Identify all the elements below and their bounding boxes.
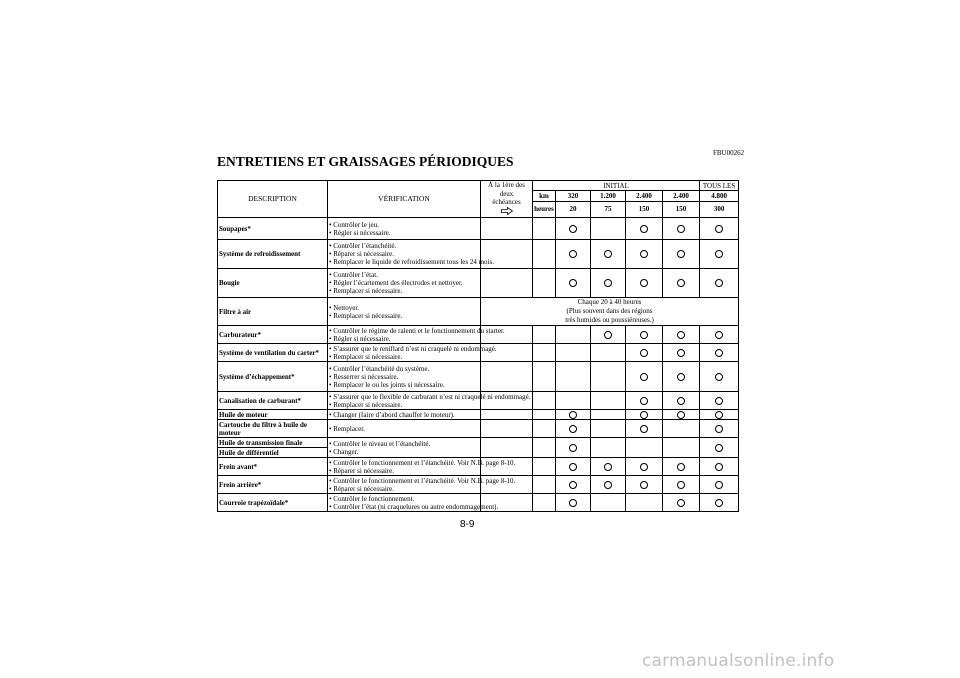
header-verification: VÉRIFICATION <box>328 181 481 218</box>
interval-cell <box>626 269 663 298</box>
interval-cell <box>591 362 626 392</box>
check-circle-icon <box>715 373 723 381</box>
row-verification <box>328 410 481 420</box>
row-verification <box>328 298 481 326</box>
interval-cell <box>591 344 626 362</box>
bullet: • <box>329 334 334 343</box>
interval-cell <box>591 269 626 298</box>
bullet: • <box>329 228 334 237</box>
check-circle-icon <box>715 499 723 507</box>
verification-item <box>329 287 479 295</box>
verification-item <box>329 250 479 258</box>
verification-text: Contrôler le fonctionnement et l’étanchéité. Voir N.B. page 8-10. <box>333 458 516 467</box>
row-verification <box>328 438 481 458</box>
row-description: Courroie trapézoïdale* <box>218 494 328 512</box>
header-every-label: TOUS LES <box>702 181 736 190</box>
bullet: • <box>329 484 334 493</box>
verification-text: Remplacer le ou les joints si nécessaire. <box>333 380 445 389</box>
unit-spacer-cell <box>533 240 556 269</box>
check-circle-icon <box>569 279 577 287</box>
header-every <box>700 181 739 191</box>
interval-cell <box>626 458 663 476</box>
row-description: Soupapes* <box>218 218 328 240</box>
interval-cell <box>556 269 591 298</box>
bullet: • <box>329 400 334 409</box>
check-circle-icon <box>569 481 577 489</box>
table-row <box>218 362 739 392</box>
table-row <box>218 494 739 512</box>
interval-cell <box>591 392 626 410</box>
row-description: Frein avant* <box>218 458 328 476</box>
interval-cell <box>626 420 663 438</box>
row-description: Huile de moteur <box>218 410 328 420</box>
verification-item <box>329 271 479 279</box>
interval-cell <box>663 269 700 298</box>
first-due-cell <box>481 410 533 420</box>
interval-cell <box>626 438 663 458</box>
check-circle-icon <box>569 250 577 258</box>
check-circle-icon <box>715 411 723 419</box>
row-description: Carburateur* <box>218 326 328 344</box>
check-circle-icon <box>640 279 648 287</box>
check-circle-icon <box>715 481 723 489</box>
interval-cell <box>700 362 739 392</box>
check-circle-icon <box>677 349 685 357</box>
hours-value: 150 <box>626 201 663 217</box>
check-circle-icon <box>640 250 648 258</box>
check-circle-icon <box>677 463 685 471</box>
check-circle-icon <box>604 279 612 287</box>
hours-value: 150 <box>663 201 700 217</box>
row-verification <box>328 326 505 344</box>
row-verification <box>328 344 497 362</box>
bullet: • <box>329 410 334 419</box>
bullet: • <box>329 458 334 467</box>
unit-spacer-cell <box>533 344 556 362</box>
interval-note-line: très humides ou poussiéreuses.) <box>565 316 654 324</box>
table-row <box>218 458 739 476</box>
km-value: 2.400 <box>663 191 700 201</box>
bullet: • <box>329 380 334 389</box>
verification-text: Remplacer si nécessaire. <box>333 311 403 320</box>
interval-cell <box>556 392 591 410</box>
row-verification <box>328 392 531 410</box>
check-circle-icon <box>677 411 685 419</box>
row-verification <box>328 240 494 269</box>
verification-item <box>329 365 479 373</box>
hours-value: 300 <box>700 201 739 217</box>
first-due-cell <box>481 218 533 240</box>
interval-cell <box>556 326 591 344</box>
interval-cell <box>591 326 626 344</box>
table-row <box>218 410 739 420</box>
check-circle-icon <box>640 397 648 405</box>
km-value: 320 <box>556 191 591 201</box>
bullet: • <box>329 372 334 381</box>
unit-spacer-cell <box>533 476 556 494</box>
check-circle-icon <box>604 250 612 258</box>
bullet: • <box>329 258 334 266</box>
page-title: ENTRETIENS ET GRAISSAGES PÉRIODIQUES <box>217 154 514 169</box>
verification-item <box>329 344 497 353</box>
interval-cell <box>626 392 663 410</box>
verification-text: Contrôler l’étanchéité du système. <box>333 364 430 373</box>
interval-cell <box>663 420 700 438</box>
check-circle-icon <box>677 250 685 258</box>
page-number: 8-9 <box>460 519 475 530</box>
check-circle-icon <box>569 499 577 507</box>
row-description: Huile de transmission finale <box>218 438 328 448</box>
unit-spacer-cell <box>533 494 556 512</box>
interval-cell <box>591 420 626 438</box>
bullet: • <box>329 271 334 279</box>
interval-cell <box>700 218 739 240</box>
interval-cell <box>700 240 739 269</box>
verification-item <box>329 242 479 250</box>
verification-text: Contrôler le fonctionnement et l’étanchéité. Voir N.B. page 8-10. <box>333 476 516 485</box>
interval-cell <box>591 494 626 512</box>
check-circle-icon <box>677 373 685 381</box>
bullet: • <box>329 326 334 335</box>
row-description: Cartouche du filtre à huile de moteur <box>218 420 328 438</box>
bullet: • <box>329 311 334 320</box>
interval-cell <box>663 438 700 458</box>
check-circle-icon <box>569 463 577 471</box>
verification-text: Contrôler le fonctionnement. <box>333 494 415 503</box>
unit-spacer-cell <box>533 410 556 420</box>
unit-spacer-cell <box>533 326 556 344</box>
interval-cell <box>556 438 591 458</box>
check-circle-icon <box>640 349 648 357</box>
interval-cell <box>556 458 591 476</box>
check-circle-icon <box>640 481 648 489</box>
interval-cell <box>591 240 626 269</box>
verification-text: Nettoyer. <box>333 303 360 312</box>
verification-item <box>329 502 499 511</box>
check-circle-icon <box>569 425 577 433</box>
check-circle-icon <box>715 425 723 433</box>
check-circle-icon <box>715 349 723 357</box>
row-verification <box>328 458 516 476</box>
interval-cell <box>591 458 626 476</box>
interval-cell <box>626 476 663 494</box>
bullet: • <box>329 439 334 448</box>
check-circle-icon <box>715 463 723 471</box>
interval-cell <box>591 438 626 458</box>
table-row <box>218 344 739 362</box>
check-circle-icon <box>677 225 685 233</box>
bullet: • <box>329 447 334 456</box>
km-value: 1.200 <box>591 191 626 201</box>
interval-cell <box>591 410 626 420</box>
interval-note-line: (Plus souvent dans des régions <box>566 307 653 315</box>
verification-item <box>329 411 479 419</box>
check-circle-icon <box>715 250 723 258</box>
verification-text: Contrôler le régime de ralenti et le fonctionnement du starter. <box>333 326 505 335</box>
km-value: 2.400 <box>626 191 663 201</box>
verification-text: Contrôler l’étanchéité. <box>333 242 397 250</box>
verification-text: Réparer si nécessaire. <box>333 484 395 493</box>
unit-spacer-cell <box>533 458 556 476</box>
verification-item <box>329 381 479 389</box>
verification-text: Régler si nécessaire. <box>333 334 391 343</box>
check-circle-icon <box>715 397 723 405</box>
verification-text: Remplacer. <box>333 424 365 433</box>
header-initial: INITIAL <box>533 181 700 191</box>
check-circle-icon <box>604 331 612 339</box>
bullet: • <box>329 494 334 503</box>
check-circle-icon <box>640 373 648 381</box>
verification-text: Resserrer si nécessaire. <box>333 372 399 381</box>
hours-value: 75 <box>591 201 626 217</box>
verification-item <box>329 229 479 237</box>
unit-spacer-cell <box>533 420 556 438</box>
table-row <box>218 438 739 448</box>
interval-cell <box>700 392 739 410</box>
row-description: Système de ventilation du carter* <box>218 344 328 362</box>
verification-item <box>329 476 516 485</box>
check-circle-icon <box>640 331 648 339</box>
interval-cell <box>556 410 591 420</box>
row-verification <box>328 476 516 494</box>
interval-cell <box>700 476 739 494</box>
verification-item <box>329 279 479 287</box>
hours-value: 20 <box>556 201 591 217</box>
check-circle-icon <box>569 225 577 233</box>
verification-item <box>329 392 531 401</box>
check-circle-icon <box>715 225 723 233</box>
interval-note <box>481 298 739 326</box>
verification-text: Remplacer le liquide de refroidissement tous les 24 mois. <box>333 258 494 266</box>
interval-cell <box>663 476 700 494</box>
verification-item <box>329 312 479 320</box>
maintenance-table-body <box>218 218 739 512</box>
verification-item <box>329 448 479 456</box>
interval-cell <box>626 362 663 392</box>
check-circle-icon <box>569 444 577 452</box>
bullet: • <box>329 287 334 295</box>
bullet: • <box>329 476 334 485</box>
verification-item <box>329 373 479 381</box>
bullet: • <box>329 392 334 401</box>
interval-cell <box>556 420 591 438</box>
check-circle-icon <box>640 225 648 233</box>
verification-item <box>329 221 479 229</box>
verification-item <box>329 467 479 475</box>
interval-cell <box>556 344 591 362</box>
verification-text: Contrôler l’état. <box>333 271 378 279</box>
interval-cell <box>663 458 700 476</box>
verification-item <box>329 401 479 409</box>
bullet: • <box>329 242 334 250</box>
verification-item <box>329 495 479 503</box>
row-verification <box>328 494 499 512</box>
interval-cell <box>700 269 739 298</box>
interval-cell <box>663 392 700 410</box>
verification-text: Contrôler l’état (ni craquelures ou autre endommagement). <box>333 502 499 511</box>
unit-spacer-cell <box>533 392 556 410</box>
interval-cell <box>663 240 700 269</box>
verification-text: Réparer si nécessaire. <box>333 250 395 258</box>
verification-item <box>329 326 505 335</box>
table-row <box>218 240 739 269</box>
interval-cell <box>591 218 626 240</box>
interval-cell <box>556 476 591 494</box>
bullet: • <box>329 364 334 373</box>
unit-spacer-cell <box>533 438 556 458</box>
check-circle-icon <box>677 397 685 405</box>
verification-item <box>329 304 479 312</box>
check-circle-icon <box>640 425 648 433</box>
bullet: • <box>329 466 334 475</box>
row-verification <box>328 362 481 392</box>
verification-item <box>329 440 479 448</box>
verification-text: Remplacer si nécessaire. <box>333 287 403 295</box>
bullet: • <box>329 424 334 433</box>
verification-text: Changer. <box>333 447 359 456</box>
header-first-due-line2: deux <box>499 189 514 198</box>
bullet: • <box>329 303 334 312</box>
check-circle-icon <box>640 411 648 419</box>
interval-cell <box>700 410 739 420</box>
verification-text: Régler si nécessaire. <box>333 228 391 237</box>
table-row <box>218 298 739 326</box>
verification-item <box>329 353 479 361</box>
bullet: • <box>329 220 334 229</box>
verification-item <box>329 458 516 467</box>
verification-item <box>329 258 494 266</box>
table-row <box>218 218 739 240</box>
header-first-due-line1: À la 1ère des <box>488 181 525 189</box>
verification-text: Remplacer si nécessaire. <box>333 352 403 361</box>
km-label: km <box>533 191 556 201</box>
table-row <box>218 420 739 438</box>
table-row <box>218 269 739 298</box>
interval-cell <box>626 344 663 362</box>
row-verification <box>328 420 481 438</box>
bullet: • <box>329 502 334 511</box>
bullet: • <box>329 344 334 353</box>
interval-cell <box>591 476 626 494</box>
table-row <box>218 326 739 344</box>
check-circle-icon <box>604 463 612 471</box>
interval-cell <box>700 420 739 438</box>
verification-item <box>329 485 479 493</box>
interval-cell <box>663 344 700 362</box>
document-code: FBU00262 <box>713 149 745 157</box>
interval-cell <box>556 494 591 512</box>
row-description: Système de refroidissement <box>218 240 328 269</box>
check-circle-icon <box>715 331 723 339</box>
bullet: • <box>329 250 334 258</box>
interval-cell <box>556 218 591 240</box>
first-due-cell <box>481 362 533 392</box>
interval-cell <box>626 494 663 512</box>
interval-cell <box>663 326 700 344</box>
verification-item <box>329 335 479 343</box>
interval-cell <box>626 218 663 240</box>
header-description: DESCRIPTION <box>218 181 328 218</box>
header-first-due-line3: échéances <box>492 198 521 206</box>
hours-label: heures <box>533 201 556 217</box>
check-circle-icon <box>677 481 685 489</box>
row-verification <box>328 218 481 240</box>
interval-cell <box>700 344 739 362</box>
row-description: Filtre à air <box>218 298 328 326</box>
interval-note-line: Chaque 20 à 40 heures <box>577 298 642 306</box>
verification-text: Contrôler le jeu. <box>333 220 379 229</box>
interval-cell <box>663 362 700 392</box>
header-first-due <box>481 181 533 218</box>
check-circle-icon <box>604 481 612 489</box>
check-circle-icon <box>569 411 577 419</box>
bullet: • <box>329 352 334 361</box>
verification-text: Contrôler le niveau et l’étanchéité. <box>333 439 431 448</box>
interval-cell <box>556 240 591 269</box>
interval-cell <box>556 362 591 392</box>
first-due-cell <box>481 420 533 438</box>
check-circle-icon <box>677 279 685 287</box>
unit-spacer-cell <box>533 269 556 298</box>
row-description: Système d’échappement* <box>218 362 328 392</box>
check-circle-icon <box>677 499 685 507</box>
first-due-cell <box>481 269 533 298</box>
interval-cell <box>700 326 739 344</box>
interval-cell <box>663 494 700 512</box>
interval-cell <box>700 458 739 476</box>
table-row <box>218 476 739 494</box>
verification-text: Régler l’écartement des électrodes et nettoyer. <box>333 279 463 287</box>
table-row <box>218 392 739 410</box>
interval-cell <box>626 240 663 269</box>
check-circle-icon <box>715 279 723 287</box>
verification-item <box>329 425 479 433</box>
first-due-cell <box>481 438 533 458</box>
verification-text: S’assurer que le flexible de carburant n’est ni craquelé ni endommagé. <box>333 392 531 401</box>
row-description: Frein arrière* <box>218 476 328 494</box>
arrow-right-icon <box>501 207 513 218</box>
bullet: • <box>329 279 334 287</box>
interval-cell <box>663 410 700 420</box>
watermark: carmanualsonline.info <box>642 651 835 671</box>
verification-text: Réparer si nécessaire. <box>333 466 395 475</box>
interval-cell <box>626 326 663 344</box>
unit-spacer-cell <box>533 218 556 240</box>
verification-text: Changer (faire d’abord chauffer le moteur). <box>333 410 455 419</box>
row-description: Bougie <box>218 269 328 298</box>
check-circle-icon <box>715 444 723 452</box>
interval-cell <box>663 218 700 240</box>
row-description: Canalisation de carburant* <box>218 392 328 410</box>
unit-spacer-cell <box>533 362 556 392</box>
maintenance-table <box>217 180 739 512</box>
verification-text: S’assurer que le reniflard n’est ni craquelé ni endommagé. <box>333 344 497 353</box>
verification-text: Remplacer si nécessaire. <box>333 400 403 409</box>
row-description: Huile de différentiel <box>218 448 328 458</box>
interval-cell <box>700 438 739 458</box>
interval-cell <box>700 494 739 512</box>
km-value: 4.800 <box>700 191 739 201</box>
row-verification <box>328 269 481 298</box>
check-circle-icon <box>677 331 685 339</box>
check-circle-icon <box>640 463 648 471</box>
interval-cell <box>626 410 663 420</box>
